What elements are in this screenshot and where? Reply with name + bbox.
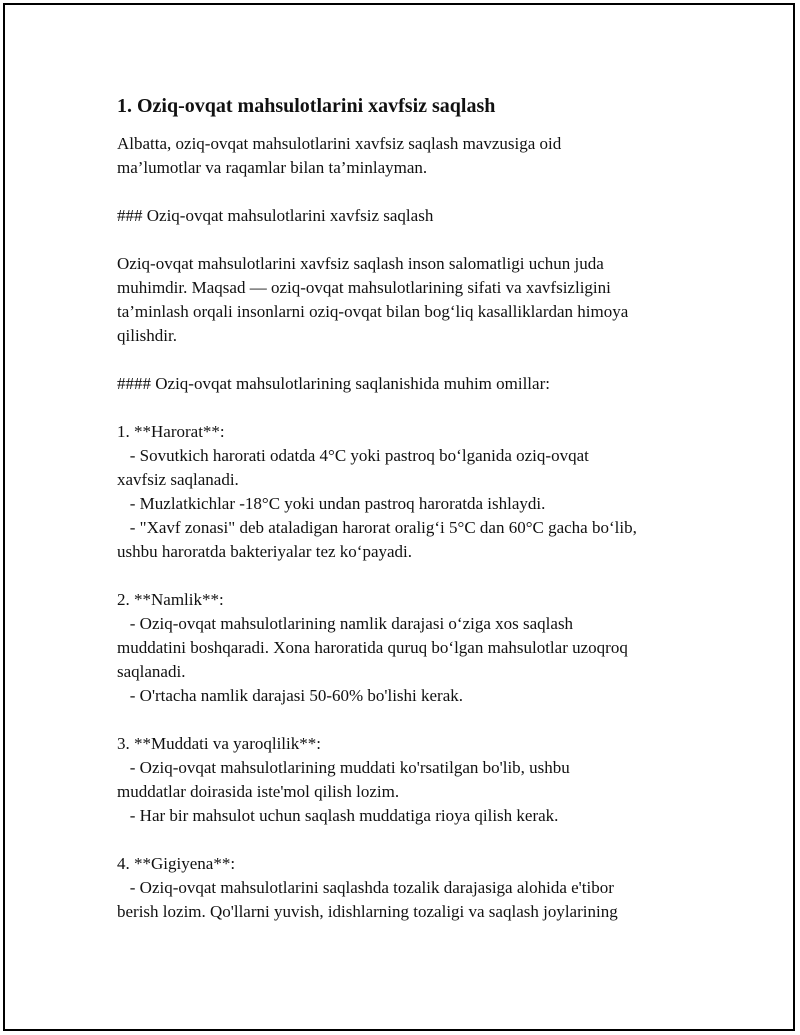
spacer xyxy=(117,564,717,588)
document-body xyxy=(117,92,717,924)
intro-paragraph: Albatta, oziq-ovqat mahsulotlarini xavfsiz saqlash mavzusiga oid ma’lumotlar va raqamlar bilan ta’minlayman. xyxy=(117,134,562,177)
list-item-muddati: 3. **Muddati va yaroqlilik**: - Oziq-ovqat mahsulotlarining muddati ko'rsatilgan bo'lib, ushbu muddatlar doirasida iste'mol qilish lozim. - Har bir mahsulot uchun saqlash muddatiga rioya qilish kerak. xyxy=(117,734,570,825)
spacer xyxy=(117,828,717,852)
spacer xyxy=(117,396,717,420)
list-item-gigiyena: 4. **Gigiyena**: - Oziq-ovqat mahsulotlarini saqlashda tozalik darajasiga alohida e'tibor berish lozim. Qo'llarni yuvish, idishlarning tozaligi va saqlash joylarining xyxy=(117,854,618,921)
spacer xyxy=(117,708,717,732)
list-item-harorat: 1. **Harorat**: - Sovutkich harorati odatda 4°C yoki pastroq bo‘lganida oziq-ovqat xavfsiz saqlanadi. - Muzlatkichlar -18°C yoki undan pastroq haroratda ishlaydi. - "Xavf zonasi" deb ataladigan harorat oralig‘i 5°C dan 60°C gacha bo‘lib, ushbu haroratda bakteriyalar tez ko‘payadi. xyxy=(117,422,637,561)
overview-paragraph: Oziq-ovqat mahsulotlarini xavfsiz saqlash inson salomatligi uchun juda muhimdir. Maqsad — oziq-ovqat mahsulotlarining sifati va xavfsizligini ta’minlash orqali insonlarni oziq-ovqat bilan bog‘liq kasalliklardan himoya qilishdir. xyxy=(117,254,629,345)
spacer xyxy=(117,348,717,372)
spacer xyxy=(117,228,717,252)
list-item-namlik: 2. **Namlik**: - Oziq-ovqat mahsulotlarining namlik darajasi o‘ziga xos saqlash muddatini boshqaradi. Xona haroratida quruq bo‘lgan mahsulotlar uzoqroq saqlanadi. - O'rtacha namlik darajasi 50-60% bo'lishi kerak. xyxy=(117,590,628,705)
subsection-heading: #### Oziq-ovqat mahsulotlarining saqlanishida muhim omillar: xyxy=(117,374,550,393)
spacer xyxy=(117,180,717,204)
section-heading: ### Oziq-ovqat mahsulotlarini xavfsiz saqlash xyxy=(117,206,434,225)
document-title: 1. Oziq-ovqat mahsulotlarini xavfsiz saqlash xyxy=(117,95,496,117)
